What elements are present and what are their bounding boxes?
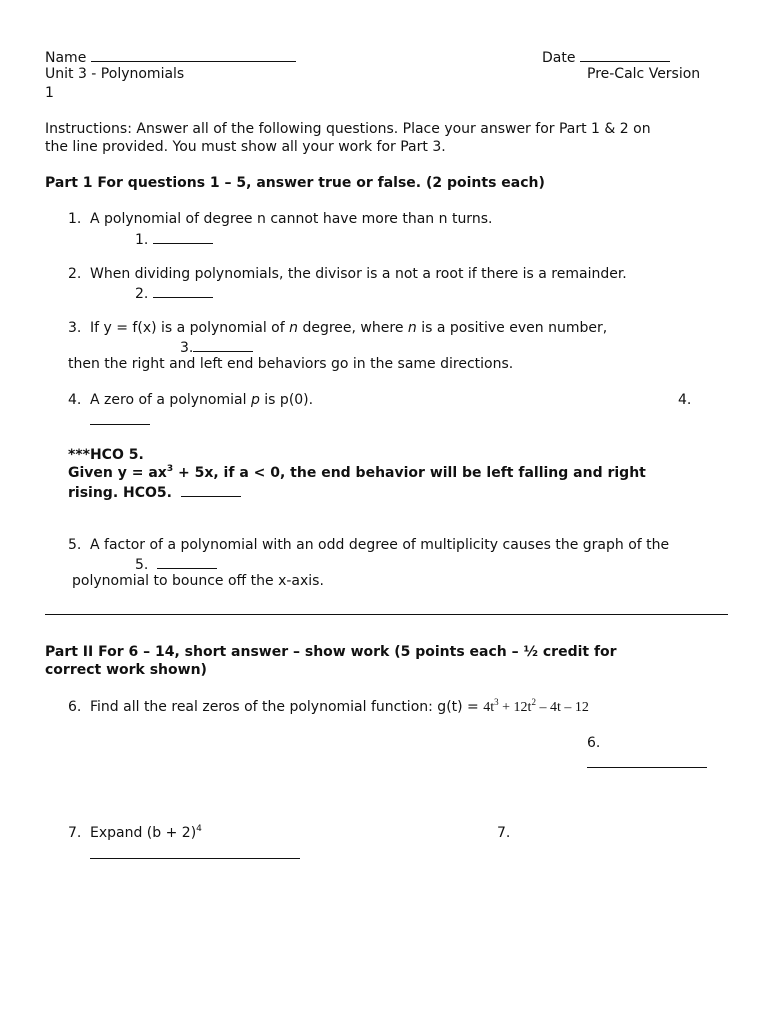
instructions-line-2: the line provided. You must show all your work for Part 3. — [45, 139, 446, 155]
hco-superscript: 3 — [166, 464, 174, 474]
q3-number: 3. — [68, 320, 82, 336]
q4-answer-label: 4. — [678, 392, 692, 408]
q7-answer-label: 7. — [497, 825, 511, 841]
q5-answer — [135, 554, 217, 574]
hco-heading: ***HCO 5. — [68, 447, 144, 463]
q6-answer — [587, 753, 707, 773]
q2-text: When dividing polynomials, the divisor is a not a root if there is a remainder. — [90, 266, 627, 282]
q2-answer — [135, 283, 213, 303]
hco-line-1-b: + 5x, if a < 0, the end behavior will be left falling and right — [173, 465, 646, 481]
q1-answer — [135, 229, 213, 249]
version-number: 1 — [45, 85, 54, 101]
q7-text — [90, 824, 202, 842]
q4-number: 4. — [68, 392, 82, 408]
q6-formula-a: 4t — [483, 700, 495, 715]
q3-text-a: If y = f(x) is a polynomial of — [90, 320, 290, 336]
q6-formula-b: + 12t — [498, 700, 532, 715]
q6-formula-sup1: 3 — [494, 697, 499, 707]
q3-text-b: degree, where — [298, 320, 408, 336]
q3-text-n1: n — [289, 320, 299, 336]
q4-answer-blank[interactable] — [90, 410, 150, 425]
hco-line-1 — [68, 464, 646, 482]
q2-number: 2. — [68, 266, 82, 282]
date-label: Date — [542, 50, 576, 66]
name-label: Name — [45, 50, 87, 66]
q6-text — [90, 698, 589, 717]
name-field — [45, 47, 296, 67]
hco-line-1-a: Given y = ax — [68, 465, 167, 481]
hco-answer-blank[interactable] — [181, 482, 241, 497]
q6-text-main: Find all the real zeros of the polynomial function: g(t) = — [90, 699, 484, 715]
q6-number: 6. — [68, 699, 82, 715]
part1-title: Part 1 For questions 1 – 5, answer true or false. (2 points each) — [45, 175, 545, 191]
date-blank[interactable] — [580, 47, 670, 62]
q2-answer-blank[interactable] — [153, 283, 213, 298]
q5-text: A factor of a polynomial with an odd degree of multiplicity causes the graph of the — [90, 537, 670, 553]
hco-line-2 — [68, 482, 241, 502]
q4-answer — [90, 410, 150, 430]
q1-number: 1. — [68, 211, 82, 227]
q7-superscript: 4 — [196, 824, 202, 834]
q4-text-p: p — [250, 392, 260, 408]
name-blank[interactable] — [91, 47, 296, 62]
q3-text — [90, 319, 607, 337]
q6-answer-label: 6. — [587, 735, 601, 751]
q5-answer-blank[interactable] — [157, 554, 217, 569]
part2-title-line-2: correct work shown) — [45, 662, 207, 678]
instructions-line-1: Instructions: Answer all of the following questions. Place your answer for Part 1 & 2 on — [45, 121, 651, 137]
q1-answer-label: 1. — [135, 232, 149, 248]
q5-number: 5. — [68, 537, 82, 553]
q4-text — [90, 391, 313, 409]
q6-answer-blank[interactable] — [587, 753, 707, 768]
q7-answer-blank[interactable] — [90, 844, 300, 859]
q3-text-line-2: then the right and left end behaviors go in the same directions. — [68, 356, 514, 372]
section-divider — [45, 614, 728, 615]
q7-answer — [90, 844, 300, 864]
date-field — [542, 47, 670, 67]
q4-text-a: A zero of a polynomial — [90, 392, 251, 408]
q3-answer — [180, 337, 253, 357]
q5-answer-label: 5. — [135, 557, 149, 573]
q1-text: A polynomial of degree n cannot have more than n turns. — [90, 211, 493, 227]
version-label: Pre-Calc Version — [587, 66, 701, 82]
q3-answer-label: 3. — [180, 340, 194, 356]
q7-text-main: Expand (b + 2) — [90, 825, 197, 841]
q1-answer-blank[interactable] — [153, 229, 213, 244]
unit-label: Unit 3 - Polynomials — [45, 66, 185, 82]
q2-answer-label: 2. — [135, 286, 149, 302]
q3-answer-blank[interactable] — [193, 337, 253, 352]
q3-text-n2: n — [407, 320, 417, 336]
q5-text-line-2: polynomial to bounce off the x-axis. — [72, 573, 324, 589]
q7-number: 7. — [68, 825, 82, 841]
q3-text-c: is a positive even number, — [416, 320, 608, 336]
hco-line-2-text: rising. HCO5. — [68, 485, 172, 501]
q4-text-b: is p(0). — [259, 392, 314, 408]
q6-formula-c: – 4t – 12 — [535, 700, 589, 715]
q6-formula-sup2: 2 — [531, 697, 536, 707]
q6-formula — [483, 697, 589, 715]
part2-title-line-1: Part II For 6 – 14, short answer – show work (5 points each – ½ credit for — [45, 644, 617, 660]
